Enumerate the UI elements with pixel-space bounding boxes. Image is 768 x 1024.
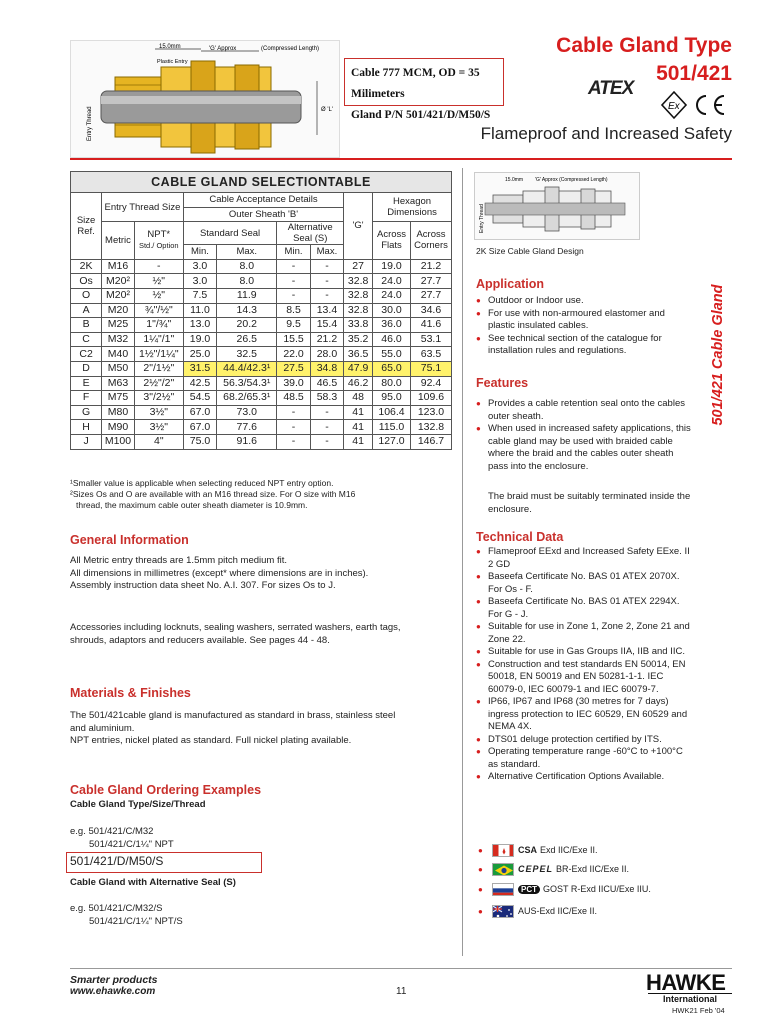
cell-std-min: 67.0 — [183, 405, 216, 420]
cell-across-flats: 46.0 — [373, 332, 411, 347]
plastic-entry-label: Plastic Entry — [157, 59, 188, 65]
cell-size: D — [71, 361, 102, 376]
cell-std-min: 19.0 — [183, 332, 216, 347]
materials-text — [70, 710, 452, 748]
cell-alt-min: - — [277, 420, 310, 435]
cert-row-australia — [478, 903, 597, 919]
g-approx-label: 'G' Approx — [209, 46, 237, 52]
cell-size: C2 — [71, 347, 102, 362]
list-item: ● Construction and test standards EN 50014, EN 50018, EN 50019 and EN 50281-1-1. IEC 60079-0, IEC 60079-1 and IEC 60079-7. — [476, 659, 694, 697]
table-row — [71, 434, 452, 449]
bullet-icon: ● — [478, 864, 483, 874]
cell-std-min: 67.0 — [183, 420, 216, 435]
cell-alt-max: 13.4 — [310, 303, 343, 318]
cell-npt: 4" — [134, 434, 183, 449]
ordering-sub-1: Cable Gland Type/Size/Thread — [70, 799, 206, 810]
list-item: ● Suitable for use in Zone 1, Zone 2, Zone 21 and Zone 22. — [476, 621, 694, 646]
col-across-corners: Across Corners — [410, 222, 451, 260]
cell-metric: M100 — [102, 434, 135, 449]
cell-npt: ¾"/½" — [134, 303, 183, 318]
cell-alt-max: 58.3 — [310, 391, 343, 406]
cable-gland-drawing — [70, 40, 340, 158]
table-row — [71, 303, 452, 318]
cell-std-min: 31.5 — [183, 361, 216, 376]
application-list — [476, 295, 694, 358]
vertical-title-text: 501/421 Cable Gland — [710, 284, 726, 426]
csa-badge: CSA — [518, 845, 538, 855]
cell-across-corners: 109.6 — [410, 391, 451, 406]
cell-alt-max: - — [310, 434, 343, 449]
cell-std-min: 13.0 — [183, 318, 216, 333]
page-number: 11 — [396, 986, 407, 997]
cell-across-flats: 24.0 — [373, 274, 411, 289]
drawing-caption: 2K Size Cable Gland Design — [476, 246, 584, 256]
cell-alt-max: - — [310, 259, 343, 274]
list-item: ● Provides a cable retention seal onto the cables outer sheath. — [476, 398, 694, 423]
cell-metric: M20² — [102, 274, 135, 289]
cell-alt-min: 22.0 — [277, 347, 310, 362]
dim-15-label: 15.0mm — [159, 44, 181, 50]
list-item: ● DTS01 deluge protection certified by ITS. — [476, 734, 694, 747]
cell-across-corners: 75.1 — [410, 361, 451, 376]
cell-g: 41 — [344, 434, 373, 449]
col-across-flats: Across Flats — [373, 222, 411, 260]
technical-heading: Technical Data — [476, 530, 564, 544]
cell-std-min: 42.5 — [183, 376, 216, 391]
cell-across-flats: 30.0 — [373, 303, 411, 318]
col-alt-seal: Alternative Seal (S) — [277, 222, 344, 245]
general-line-1: All Metric entry threads are 1.5mm pitch medium fit. — [70, 555, 287, 566]
cell-std-max: 8.0 — [217, 259, 277, 274]
cell-metric: M20 — [102, 303, 135, 318]
part-number-callout — [344, 58, 504, 121]
footnote-1: ¹Smaller value is applicable when selecting reduced NPT entry option. — [70, 478, 334, 488]
cell-g: 32.8 — [344, 274, 373, 289]
page-subtitle: Flameproof and Increased Safety — [480, 124, 732, 143]
canada-flag-icon — [492, 844, 514, 857]
cert-text-australia: AUS-Exd IIC/Exe II. — [518, 906, 598, 916]
hawke-logo-sub: International — [648, 993, 732, 1004]
cell-size: B — [71, 318, 102, 333]
col-npt — [134, 222, 183, 260]
general-line-4: Accessories including locknuts, sealing washers, serrated washers, earth tags, — [70, 622, 401, 633]
cell-metric: M75 — [102, 391, 135, 406]
r-g-approx-label: 'G' Approx (Compressed Length) — [535, 177, 608, 183]
cell-std-max: 14.3 — [217, 303, 277, 318]
cell-metric: M20² — [102, 288, 135, 303]
cell-size: E — [71, 376, 102, 391]
header-divider — [70, 158, 732, 160]
materials-line-2: and aluminium. — [70, 722, 135, 734]
cell-std-max: 32.5 — [217, 347, 277, 362]
list-item: ● Alternative Certification Options Available. — [476, 771, 694, 784]
cell-std-max: 56.3/54.3¹ — [217, 376, 277, 391]
col-metric: Metric — [102, 222, 135, 260]
cell-npt: 2"/1½" — [134, 361, 183, 376]
list-item: ● Operating temperature range -60°C to +100°C as standard. — [476, 746, 694, 771]
cell-alt-min: 48.5 — [277, 391, 310, 406]
table-row — [71, 318, 452, 333]
cell-std-min: 3.0 — [183, 274, 216, 289]
svg-text:Ex: Ex — [668, 101, 680, 112]
cell-size: 2K — [71, 259, 102, 274]
cell-across-flats: 106.4 — [373, 405, 411, 420]
cell-alt-max: - — [310, 288, 343, 303]
cell-size: F — [71, 391, 102, 406]
table-row — [71, 420, 452, 435]
cell-across-flats: 24.0 — [373, 288, 411, 303]
pct-badge: PCT — [518, 885, 540, 894]
col-outer-sheath: Outer Sheath 'B' — [183, 207, 343, 222]
footer-tagline: Smarter products — [70, 974, 158, 986]
col-size-ref: Size Ref. — [71, 193, 102, 260]
cell-npt: 1¼"/1" — [134, 332, 183, 347]
cell-alt-max: - — [310, 274, 343, 289]
table-row — [71, 332, 452, 347]
cell-across-flats: 127.0 — [373, 434, 411, 449]
cell-metric: M80 — [102, 405, 135, 420]
cell-g: 48 — [344, 391, 373, 406]
cell-across-corners: 123.0 — [410, 405, 451, 420]
cepel-badge: CEPEL — [518, 864, 554, 874]
cell-across-corners: 27.7 — [410, 288, 451, 303]
materials-line-3: NPT entries, nickel plated as standard. Full nickel plating available. — [70, 735, 352, 746]
list-item: ● When used in increased safety applications, this cable gland may be used with braided cable where the braid and the cables outer sheath pass into the enclosure. — [476, 423, 694, 473]
highlighted-order-code: 501/421/D/M50/S — [70, 854, 164, 868]
cell-alt-min: 8.5 — [277, 303, 310, 318]
cell-size: H — [71, 420, 102, 435]
cell-alt-min: 15.5 — [277, 332, 310, 347]
general-line-5: shrouds, adaptors and reducers available. See pages 44 - 48. — [70, 634, 330, 646]
list-item: ● Outdoor or Indoor use. — [476, 295, 694, 308]
table-row — [71, 347, 452, 362]
cell-across-corners: 41.6 — [410, 318, 451, 333]
cell-across-flats: 36.0 — [373, 318, 411, 333]
list-item: ● See technical section of the catalogue for installation rules and regulations. — [476, 333, 694, 358]
atex-logo: ATEX — [588, 78, 634, 99]
russia-flag-icon — [492, 883, 514, 896]
cell-std-min: 11.0 — [183, 303, 216, 318]
cell-across-flats: 19.0 — [373, 259, 411, 274]
cell-alt-max: 15.4 — [310, 318, 343, 333]
2k-gland-svg — [475, 173, 641, 241]
cell-std-max: 26.5 — [217, 332, 277, 347]
materials-heading: Materials & Finishes — [70, 686, 191, 700]
cell-alt-min: - — [277, 274, 310, 289]
list-item: ● Baseefa Certificate No. BAS 01 ATEX 2070X. For Os - F. — [476, 571, 694, 596]
cell-std-max: 44.4/42.3¹ — [217, 361, 277, 376]
ordering-example-1a: e.g. 501/421/C/M32 — [70, 826, 154, 837]
ex-ce-marks-icon — [660, 90, 732, 120]
cell-std-max: 91.6 — [217, 434, 277, 449]
cell-across-flats: 55.0 — [373, 347, 411, 362]
npt-label: NPT* — [147, 229, 171, 241]
callout-line-1: Cable 777 MCM, OD = 35 Milimeters — [351, 67, 480, 100]
col-alt-max: Max. — [310, 245, 343, 260]
cell-alt-min: - — [277, 288, 310, 303]
ordering-sub-2: Cable Gland with Alternative Seal (S) — [70, 877, 236, 888]
cell-across-flats: 80.0 — [373, 376, 411, 391]
cell-npt: 1½"/1¼" — [134, 347, 183, 362]
footnote-3: thread, the maximum cable outer sheath diameter is 10.9mm. — [76, 500, 308, 510]
cell-across-flats: 95.0 — [373, 391, 411, 406]
callout-line-2: Gland P/N 501/421/D/M50/S — [351, 109, 491, 121]
list-item: ● IP66, IP67 and IP68 (30 metres for 7 days) ingress protection to IEC 60529, EN 60529 and NEMA 4X. — [476, 696, 694, 734]
cell-size: G — [71, 405, 102, 420]
cell-std-min: 75.0 — [183, 434, 216, 449]
col-entry-thread: Entry Thread Size — [102, 193, 184, 222]
cell-std-min: 25.0 — [183, 347, 216, 362]
cell-alt-min: - — [277, 405, 310, 420]
cell-std-max: 11.9 — [217, 288, 277, 303]
cert-row-canada — [478, 842, 598, 858]
ordering-example-2a: e.g. 501/421/C/M32/S — [70, 903, 163, 914]
cell-metric: M16 — [102, 259, 135, 274]
technical-list — [476, 546, 694, 784]
accessories-text — [70, 622, 452, 647]
entry-thread-label: Entry Thread — [87, 106, 93, 141]
materials-line-1: The 501/421cable gland is manufactured as standard in brass, stainless steel — [70, 710, 396, 721]
table-row — [71, 274, 452, 289]
col-acceptance: Cable Acceptance Details — [183, 193, 343, 208]
general-line-3: Assembly instruction data sheet No. A.I. 307. For sizes Os to J. — [70, 580, 336, 591]
cell-across-corners: 92.4 — [410, 376, 451, 391]
table-row — [71, 288, 452, 303]
table-footnotes — [70, 478, 452, 511]
cell-alt-max: - — [310, 405, 343, 420]
cell-std-min: 7.5 — [183, 288, 216, 303]
cell-alt-min: - — [277, 259, 310, 274]
table-row — [71, 405, 452, 420]
r-dim-15-label: 15.0mm — [505, 177, 524, 183]
selection-table-title: CABLE GLAND SELECTIONTABLE — [70, 171, 452, 192]
r-entry-thread-label: Entry Thread — [479, 204, 485, 233]
cell-across-corners: 132.8 — [410, 420, 451, 435]
cell-g: 32.8 — [344, 288, 373, 303]
b-dim-label: Ø 'L' — [321, 107, 333, 113]
list-item: ● For use with non-armoured elastomer and plastic insulated cables. — [476, 308, 694, 333]
compressed-label: (Compressed Length) — [261, 46, 320, 52]
cell-g: 33.8 — [344, 318, 373, 333]
cell-npt: 3½" — [134, 420, 183, 435]
cell-alt-max: 34.8 — [310, 361, 343, 376]
table-row — [71, 391, 452, 406]
bullet-icon: ● — [478, 884, 483, 894]
ordering-example-1b: 501/421/C/1¼" NPT — [89, 839, 174, 850]
col-g: 'G' — [344, 193, 373, 260]
cell-g: 46.2 — [344, 376, 373, 391]
cert-row-russia — [478, 881, 651, 897]
cell-npt: 2½"/2" — [134, 376, 183, 391]
cell-across-corners: 146.7 — [410, 434, 451, 449]
table-row — [71, 376, 452, 391]
cell-alt-max: 46.5 — [310, 376, 343, 391]
column-divider — [462, 168, 463, 956]
cert-text-canada: Exd IIC/Exe II. — [540, 845, 598, 855]
cell-npt: ½" — [134, 274, 183, 289]
certification-marks — [660, 90, 732, 120]
col-alt-min: Min. — [277, 245, 310, 260]
general-line-2: All dimensions in millimetres (except* where dimensions are in inches). — [70, 567, 369, 579]
table-row — [71, 361, 452, 376]
cell-npt: 3½" — [134, 405, 183, 420]
cell-metric: M32 — [102, 332, 135, 347]
cell-g: 36.5 — [344, 347, 373, 362]
cell-across-corners: 21.2 — [410, 259, 451, 274]
col-std-min: Min. — [183, 245, 216, 260]
features-list — [476, 398, 694, 473]
cell-across-flats: 115.0 — [373, 420, 411, 435]
col-standard-seal: Standard Seal — [183, 222, 277, 245]
cert-text-russia: GOST R-Exd IICU/Exe IIU. — [543, 884, 651, 894]
features-note: The braid must be suitably terminated inside the enclosure. — [488, 491, 691, 515]
features-heading: Features — [476, 376, 529, 390]
cell-size: A — [71, 303, 102, 318]
selection-table — [70, 192, 452, 450]
cell-alt-min: 39.0 — [277, 376, 310, 391]
doc-reference: HWK21 Feb '04 — [672, 1006, 725, 1015]
cell-across-corners: 34.6 — [410, 303, 451, 318]
cell-npt: 3"/2½" — [134, 391, 183, 406]
cell-across-flats: 65.0 — [373, 361, 411, 376]
cell-metric: M50 — [102, 361, 135, 376]
cell-std-max: 8.0 — [217, 274, 277, 289]
cell-std-max: 68.2/65.3¹ — [217, 391, 277, 406]
cell-npt: - — [134, 259, 183, 274]
cert-row-brazil — [478, 861, 629, 877]
cell-metric: M63 — [102, 376, 135, 391]
cell-size: O — [71, 288, 102, 303]
2k-gland-drawing — [474, 172, 640, 240]
page-title: Cable Gland Type — [556, 34, 732, 57]
cell-g: 32.8 — [344, 303, 373, 318]
cell-size: J — [71, 434, 102, 449]
cell-across-corners: 63.5 — [410, 347, 451, 362]
footer-url[interactable]: www.ehawke.com — [70, 986, 156, 997]
cell-std-max: 77.6 — [217, 420, 277, 435]
cell-alt-max: 21.2 — [310, 332, 343, 347]
cell-alt-min: 27.5 — [277, 361, 310, 376]
cell-g: 47.9 — [344, 361, 373, 376]
cell-g: 27 — [344, 259, 373, 274]
footer-divider — [70, 968, 732, 969]
cell-alt-min: - — [277, 434, 310, 449]
cell-g: 41 — [344, 405, 373, 420]
product-number: 501/421 — [656, 62, 732, 85]
brazil-flag-icon — [492, 863, 514, 876]
cell-size: Os — [71, 274, 102, 289]
cell-metric: M25 — [102, 318, 135, 333]
cell-npt: 1"/¾" — [134, 318, 183, 333]
cell-size: C — [71, 332, 102, 347]
ordering-example-2b: 501/421/C/1¼" NPT/S — [89, 916, 183, 927]
bullet-icon: ● — [478, 845, 483, 855]
general-info-heading: General Information — [70, 533, 189, 547]
application-heading: Application — [476, 277, 545, 291]
cell-alt-min: 9.5 — [277, 318, 310, 333]
ordering-heading: Cable Gland Ordering Examples — [70, 783, 262, 797]
cell-npt: ½" — [134, 288, 183, 303]
list-item: ● Baseefa Certificate No. BAS 01 ATEX 2294X. For G - J. — [476, 596, 694, 621]
col-hexagon: Hexagon Dimensions — [373, 193, 452, 222]
cell-metric: M40 — [102, 347, 135, 362]
col-std-max: Max. — [217, 245, 277, 260]
cert-text-brazil: BR-Exd IIC/Exe II. — [556, 864, 630, 874]
table-row — [71, 259, 452, 274]
cell-across-corners: 27.7 — [410, 274, 451, 289]
list-item: ● Suitable for use in Gas Groups IIA, IIB and IIC. — [476, 646, 694, 659]
cell-std-max: 73.0 — [217, 405, 277, 420]
cell-across-corners: 53.1 — [410, 332, 451, 347]
cell-alt-max: 28.0 — [310, 347, 343, 362]
gland-cross-section-svg — [71, 41, 341, 159]
cell-std-max: 20.2 — [217, 318, 277, 333]
cell-g: 35.2 — [344, 332, 373, 347]
cell-g: 41 — [344, 420, 373, 435]
footnote-2: ²Sizes Os and O are available with an M16 thread size. For O size with M16 — [70, 489, 356, 499]
cell-std-min: 54.5 — [183, 391, 216, 406]
cell-metric: M90 — [102, 420, 135, 435]
list-item: ● Flameproof EExd and Increased Safety EExe. II 2 GD — [476, 546, 694, 571]
vertical-product-title — [700, 270, 736, 440]
general-info-text — [70, 555, 452, 593]
npt-sub-label: Std./ Option — [138, 241, 179, 251]
bullet-icon: ● — [478, 906, 483, 916]
cell-std-min: 3.0 — [183, 259, 216, 274]
hawke-logo: HAWKE — [646, 970, 726, 995]
cell-alt-max: - — [310, 420, 343, 435]
australia-flag-icon — [492, 905, 514, 918]
